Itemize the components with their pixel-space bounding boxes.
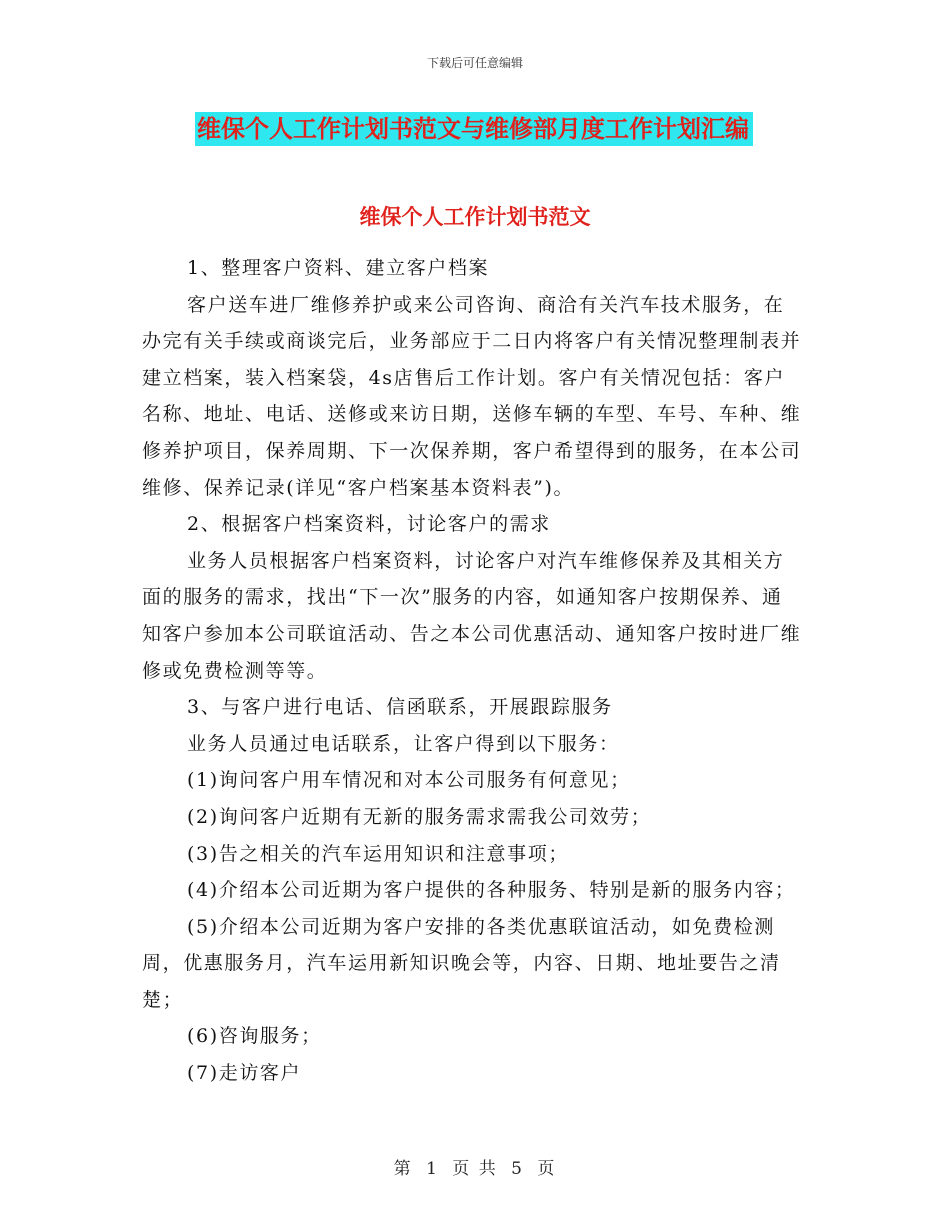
document-title: 维保个人工作计划书范文与维修部月度工作计划汇编 bbox=[195, 112, 753, 146]
page-total: 5 bbox=[511, 1159, 524, 1179]
page-number: 1 bbox=[426, 1159, 439, 1179]
list-item: (3)告之相关的汽车运用知识和注意事项； bbox=[187, 842, 569, 865]
list-item: (5)介绍本公司近期为客户安排的各类优惠联谊活动，如免费检测周，优惠服务月，汽车运用新知识晚会等，内容、日期、地址要告之清楚； bbox=[142, 915, 781, 1011]
footer-suffix: 页 bbox=[537, 1159, 557, 1179]
footer-middle: 页 共 bbox=[452, 1159, 498, 1179]
page-footer bbox=[0, 1154, 950, 1179]
list-item: (2)询问客户近期有无新的服务需求需我公司效劳； bbox=[187, 805, 652, 828]
list-item: (6)咨询服务； bbox=[187, 1025, 322, 1048]
paragraph: 客户送车进厂维修养护或来公司咨询、商洽有关汽车技术服务，在办完有关手续或商谈完后，业务部应于二日内将客户有关情况整理制表并建立档案，装入档案袋，4s店售后工作计划。客户有关情况包括：客户名称、地址、电话、送修或来访日期，送修车辆的车型、车号、车种、维修养护项目，保养周期、下一次保养期，客户希望得到的服务，在本公司维修、保养记录(详见“客户档案基本资料表”)。 bbox=[142, 293, 802, 499]
paragraph: 业务人员根据客户档案资料，讨论客户对汽车维修保养及其相关方面的服务的需求，找出“下一次”服务的内容，如通知客户按期保养、通知客户参加本公司联谊活动、告之本公司优惠活动、通知客户按时进厂维修或免费检测等等。 bbox=[142, 549, 802, 682]
document-body bbox=[142, 250, 802, 1092]
header-note: 下载后可任意编辑 bbox=[426, 56, 523, 70]
footer-prefix: 第 bbox=[393, 1159, 413, 1179]
list-item: (4)介绍本公司近期为客户提供的各种服务、特别是新的服务内容； bbox=[187, 879, 796, 902]
list-item: (7)走访客户 bbox=[187, 1062, 302, 1085]
paragraph: 业务人员通过电话联系，让客户得到以下服务： bbox=[187, 732, 620, 755]
section-title: 维保个人工作计划书范文 bbox=[359, 205, 591, 229]
heading-item-1: 1、整理客户资料、建立客户档案 bbox=[187, 257, 490, 279]
heading-item-2: 2、根据客户档案资料，讨论客户的需求 bbox=[187, 513, 551, 536]
list-item: (1)询问客户用车情况和对本公司服务有何意见； bbox=[187, 769, 631, 792]
heading-item-3: 3、与客户进行电话、信函联系，开展跟踪服务 bbox=[187, 696, 613, 719]
